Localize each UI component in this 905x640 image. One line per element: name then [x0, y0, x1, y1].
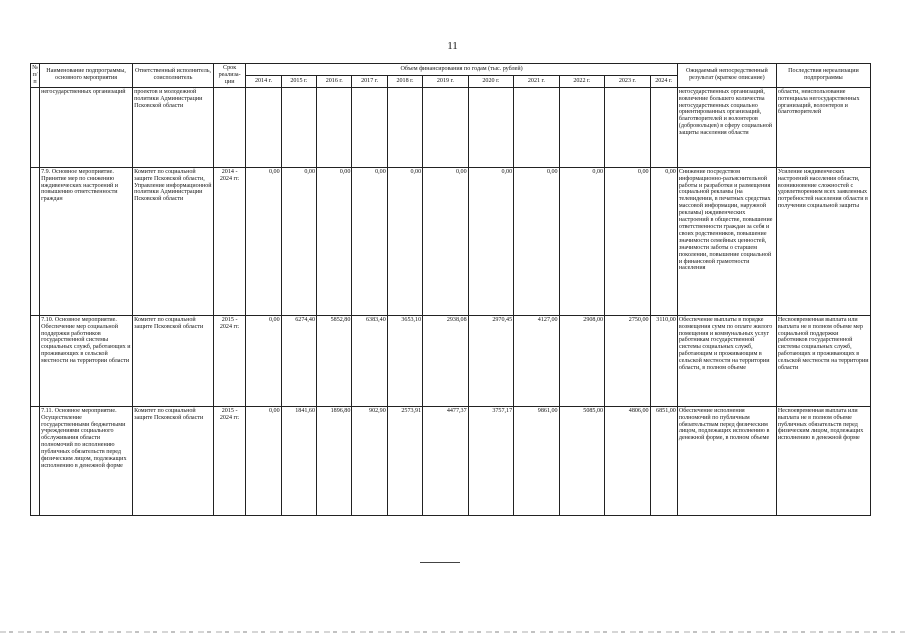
row-value: 0,00 [650, 167, 677, 315]
row-value: 3653,10 [387, 315, 422, 406]
header-num: № п/п [31, 64, 40, 88]
row-value: 0,00 [246, 167, 281, 315]
funding-table [30, 63, 871, 516]
row-value: 0,00 [423, 167, 468, 315]
row-value: 0,00 [281, 167, 316, 315]
header-term: Срок реализа-ции [213, 64, 245, 88]
row-value: 0,00 [468, 167, 513, 315]
row-name: 7.10. Основное мероприятие. Обеспечение мер социальной поддержки работников государственной системы социальных служб, работающих и проживающих в сельской местности на территории области [40, 315, 133, 406]
row-name: 7.11. Основное мероприятие. Осуществление государственными бюджетными учреждениями социального обслуживания области полномочий по исполнению публичных обязательств перед физическим лицом, подлежащих исполнению в денежной форме [40, 406, 133, 515]
row-value [352, 87, 387, 167]
row-value: 2750,00 [605, 315, 650, 406]
row-executor: Комитет по социальной защите Псковской области [133, 406, 214, 515]
row-name: 7.9. Основное мероприятие. Принятие мер по снижению иждивенческих настроений и повышению ответственности граждан [40, 167, 133, 315]
row-value [317, 87, 352, 167]
row-value: 3757,17 [468, 406, 513, 515]
row-value: 1896,80 [317, 406, 352, 515]
row-value: 1841,60 [281, 406, 316, 515]
header-year: 2018 г. [387, 75, 422, 87]
header-year: 2023 г. [605, 75, 650, 87]
row-value: 4477,37 [423, 406, 468, 515]
row-value: 4127,00 [514, 315, 559, 406]
header-year: 2021 г. [514, 75, 559, 87]
table-row [31, 406, 871, 515]
row-value: 0,00 [559, 167, 604, 315]
table-row [31, 167, 871, 315]
header-year: 2020 г. [468, 75, 513, 87]
row-value: 3110,00 [650, 315, 677, 406]
row-consequences: Несвоевременная выплата или выплата не в полном объеме публичных обязательств перед физическим лицом, подлежащих исполнению в денежной форме [776, 406, 870, 515]
row-value: 2573,91 [387, 406, 422, 515]
scan-artifact-line [0, 631, 905, 633]
row-value [650, 87, 677, 167]
header-year: 2015 г. [281, 75, 316, 87]
row-num [31, 167, 40, 315]
header-executor: Ответственный исполнитель, соисполнитель [133, 64, 214, 88]
header-year: 2016 г. [317, 75, 352, 87]
header-year: 2019 г. [423, 75, 468, 87]
row-term: 2015 - 2024 гг. [213, 315, 245, 406]
header-year: 2024 г. [650, 75, 677, 87]
row-value: 0,00 [317, 167, 352, 315]
header-year: 2017 г. [352, 75, 387, 87]
row-value: 6851,00 [650, 406, 677, 515]
row-executor: Комитет по социальной защите Псковской области, Управление информационной политики Администрации Псковской области [133, 167, 214, 315]
row-value: 5085,00 [559, 406, 604, 515]
row-name: негосударственных организаций [40, 87, 133, 167]
row-term: 2015 - 2024 гг. [213, 406, 245, 515]
header-row-1 [31, 64, 871, 76]
header-year: 2022 г. [559, 75, 604, 87]
row-consequences: области, неиспользование потенциала негосударственных организаций, волонтеров и благотворителей [776, 87, 870, 167]
row-value: 0,00 [514, 167, 559, 315]
row-num [31, 406, 40, 515]
row-value: 0,00 [352, 167, 387, 315]
row-executor: проектов и молодежной политики Администрации Псковской области [133, 87, 214, 167]
row-value: 0,00 [387, 167, 422, 315]
row-value: 2908,00 [559, 315, 604, 406]
row-value: 2970,45 [468, 315, 513, 406]
table-row [31, 315, 871, 406]
header-consequences: Последствия нереализации подпрограммы [776, 64, 870, 88]
row-value: 0,00 [605, 167, 650, 315]
header-year: 2014 г. [246, 75, 281, 87]
row-consequences: Усиление иждивенческих настроений населения области, возникновение сложностей с удовлетворением всех заявленных потребностей населения области в получении социальной защиты [776, 167, 870, 315]
row-executor: Комитет по социальной защите Псковской области [133, 315, 214, 406]
row-value: 902,90 [352, 406, 387, 515]
row-result: негосударственных организаций, вовлечение большего количества негосударственных социально ориентированных организаций, благотворителей и волонтеров (добровольцев) в сферу социальной защиты населения области [677, 87, 776, 167]
header-result: Ожидаемый непосредственный результат (краткое описание) [677, 64, 776, 88]
row-value [423, 87, 468, 167]
row-value: 0,00 [246, 406, 281, 515]
row-value: 9861,00 [514, 406, 559, 515]
row-result: Обеспечение исполнения полномочий по публичным обязательствам перед физическим лицом, подлежащих исполнению в денежной форме, в полном объеме [677, 406, 776, 515]
row-value: 4806,00 [605, 406, 650, 515]
row-value: 6274,40 [281, 315, 316, 406]
row-num [31, 315, 40, 406]
row-term: 2014 - 2024 гг. [213, 167, 245, 315]
header-name: Наименование подпрограммы, основного мероприятия [40, 64, 133, 88]
row-value: 0,00 [246, 315, 281, 406]
page-number: 11 [447, 40, 458, 52]
row-value [281, 87, 316, 167]
header-funding-group: Объем финансирования по годам (тыс. рублей) [246, 64, 678, 76]
row-result: Обеспечение выплаты в порядке возмещения сумм по оплате жилого помещения и коммунальных услуг работникам государственной системы социальных служб, работающим и проживающим в сельской местности на территории области, в полном объеме [677, 315, 776, 406]
row-result: Снижение посредством информационно-разъяснительной работы и разработки и размещения социальной рекламы (на телевидении, в печатных средствах массовой информации, наружной рекламы) иждивенческих настроений в обществе, повышение ответственности граждан за себя и своих родственников, повышение значимости семейных ценностей, значимости заботы о старшем поколении, повышение социальной и финансовой грамотности населения [677, 167, 776, 315]
row-value [559, 87, 604, 167]
row-value [514, 87, 559, 167]
footer-separator-line [420, 562, 460, 563]
row-value [387, 87, 422, 167]
row-term [213, 87, 245, 167]
table-row [31, 87, 871, 167]
row-value: 5852,80 [317, 315, 352, 406]
row-value [605, 87, 650, 167]
row-value: 6383,40 [352, 315, 387, 406]
row-value: 2938,08 [423, 315, 468, 406]
row-consequences: Несвоевременная выплата или выплата не в полном объеме мер социальной поддержки работников государственной системы социальных служб, работающих и проживающих в сельской местности на территории области [776, 315, 870, 406]
row-value [246, 87, 281, 167]
row-value [468, 87, 513, 167]
row-num [31, 87, 40, 167]
